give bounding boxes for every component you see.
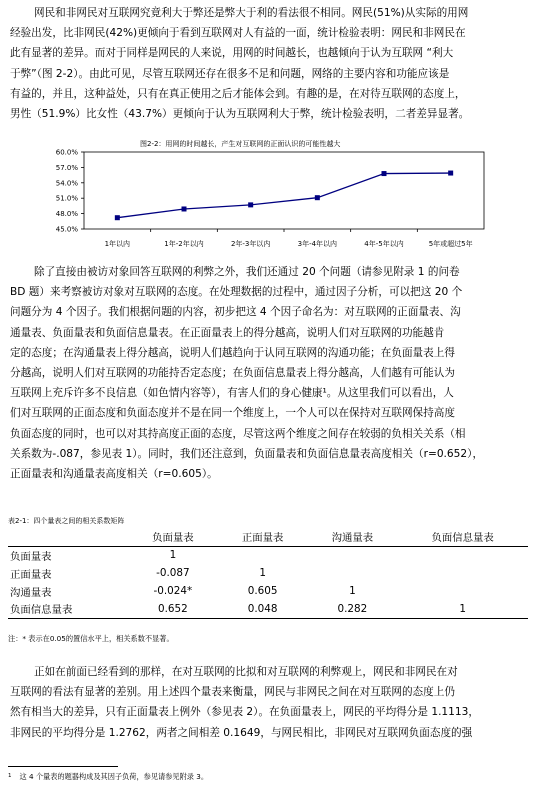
table-cell: 0.282 xyxy=(337,602,368,615)
x-tick-label: 4年-5年以内 xyxy=(364,240,404,248)
footnote-mark: 1 xyxy=(8,773,12,779)
x-tick-label: 2年-3年以内 xyxy=(230,240,271,248)
y-tick-label: 48.0% xyxy=(55,210,78,219)
paragraph-line: 于弊”（图 2-2）。由此可见，尽管互联网还存在很多不足和问题，网络的主要内容和功能应该是 xyxy=(10,67,450,80)
table-cell xyxy=(308,546,398,564)
x-tick-label: 3年-4年以内 xyxy=(297,240,338,248)
table-cell: -0.024* xyxy=(153,585,193,597)
table-cell xyxy=(218,546,308,564)
data-point xyxy=(182,206,187,211)
paragraph-line: 们对互联网的正面态度和负面态度并不是在同一个维度上，一个人可以在保持对互联网保持高度 xyxy=(10,407,455,420)
paragraph-line: 正如在前面已经看到的那样，在对互联网的比拟和对互联网的利弊观上，网民和非网民在对 xyxy=(34,666,458,678)
table-cell: 1 xyxy=(349,585,356,597)
paragraph-line: 负面态度的同时，也可以对其持高度正面的态度，尽管这两个维度之间存在较弱的负相关关系（相 xyxy=(10,427,466,440)
table-cell xyxy=(397,564,528,582)
paragraph-line: 分越高，说明人们对互联网的功能持否定态度；在负面信息量表上得分越高，人们越有可能认为 xyxy=(10,366,455,379)
table-cell: 1 xyxy=(169,549,177,562)
paragraph-line: 男性（51.9%）比女性（43.7%）更倾向于认为互联网利大于弊，统计检验表明，二者差异显著。 xyxy=(10,107,470,120)
y-tick-label: 45.0% xyxy=(55,225,78,234)
table-header-cell: 负面信息量表 xyxy=(431,532,494,545)
paragraph-line: 正面量表和沟通量表高度相关（r=0.605）。 xyxy=(10,467,218,480)
table-cell: 1 xyxy=(459,602,466,615)
paragraph-line: 通量表、负面量表和负面信息量表。在正面量表上的得分越高，说明人们对互联网的功能越肯 xyxy=(10,326,445,339)
figure-2-2 xyxy=(40,138,500,254)
paragraph-line: 经验出发，比非网民(42%)更倾向于看到互联网对人有益的一面，统计检验表明：网民和非网民在 xyxy=(10,27,466,40)
table-cell: 负面量表 xyxy=(10,550,52,563)
y-tick-label: 51.0% xyxy=(55,194,78,203)
paragraph-line: 然有相当大的差异，只有正面量表上例外（参见表 2）。在负面量表上，网民的平均得分是 1.1113， xyxy=(10,706,479,719)
table-header-cell xyxy=(8,528,128,546)
table-cell xyxy=(308,564,398,582)
table-caption: 表2-1：四个量表之间的相关系数矩阵 xyxy=(8,517,125,525)
x-tick-label: 5年或超过5年 xyxy=(428,240,473,248)
y-tick-label: 60.0% xyxy=(55,148,78,157)
paragraph-line: 除了直接由被访对象回答互联网的利弊之外，我们还通过 20 个问题（请参见附录 1 的问卷 xyxy=(34,266,460,278)
data-point xyxy=(448,171,453,176)
table-cell: 0.048 xyxy=(247,602,278,615)
paragraph-line: 定的态度；在沟通量表上得分越高，说明人们越趋向于认同互联网的沟通功能；在负面量表上得 xyxy=(10,346,455,359)
y-tick-label: 54.0% xyxy=(55,179,78,188)
data-point xyxy=(248,202,253,207)
paragraph-line: 互联网上充斥许多不良信息（如色情内容等），有害人们的身心健康¹。从这里我们可以看出，人 xyxy=(10,387,454,400)
data-point xyxy=(382,171,387,176)
table-cell: -0.087 xyxy=(156,567,190,579)
series-line xyxy=(117,173,450,218)
table-row xyxy=(8,564,528,582)
correlation-table xyxy=(8,528,528,619)
footnote-separator xyxy=(8,766,118,767)
table-cell: 0.605 xyxy=(247,585,278,597)
footnote xyxy=(8,772,208,782)
table-cell xyxy=(397,582,528,600)
table-cell: 1 xyxy=(259,567,266,579)
plot-frame xyxy=(84,152,484,229)
paragraph-line: 互联网的看法有显著的差别。用上述四个量表来衡量，网民与非网民之间在对互联网的态度上仍 xyxy=(10,686,455,699)
paragraph-line: 非网民的平均得分是 1.2762，两者之间相差 0.1649，与网民相比，非网民对互联网负面态度的强 xyxy=(10,726,473,739)
data-point xyxy=(315,195,320,200)
paragraph-line: 关系数为-.087，参见表 1）。同时，我们还注意到，负面量表和负面信息量表高度相关（r=0.652）， xyxy=(10,447,484,460)
paragraph-line: 问题分为 4 个因子。我们根据问题的内容，初步把这 4 个因子命名为：对互联网的正面量表、沟 xyxy=(10,306,461,319)
y-tick-label: 57.0% xyxy=(55,163,78,172)
table-cell: 0.652 xyxy=(158,602,188,615)
paragraph-line: BD 题）来考察被访对象对互联网的态度。在处理数据的过程中，通过因子分析，可以把这 20 个 xyxy=(10,286,463,299)
paragraph-line: 有益的，并且，这种益处，只有在真正使用之后才能体会到。有趣的是，在对待互联网的态度上， xyxy=(10,87,466,100)
table-cell: 沟通量表 xyxy=(10,586,52,599)
paragraph-1 xyxy=(10,3,530,124)
table-row xyxy=(8,600,528,618)
table-header-row xyxy=(8,528,528,546)
table-cell: 负面信息量表 xyxy=(10,604,73,617)
table-note: 注：* 表示在0.05的置信水平上，相关系数不显著。 xyxy=(8,634,174,643)
paragraph-line: 网民和非网民对互联网究竟利大于弊还是弊大于利的看法很不相同。网民(51%)从实际的用网 xyxy=(34,7,469,19)
table-header-cell: 沟通量表 xyxy=(331,532,374,545)
table-row xyxy=(8,582,528,600)
table-row xyxy=(8,546,528,564)
x-tick-label: 1年以内 xyxy=(104,240,131,248)
data-point xyxy=(115,215,120,220)
table-cell xyxy=(397,546,528,564)
table-header-cell: 正面量表 xyxy=(241,532,284,545)
table-header-cell: 负面量表 xyxy=(152,532,194,545)
line-chart xyxy=(40,138,500,254)
paragraph-3 xyxy=(10,662,530,743)
paragraph-2 xyxy=(10,262,530,484)
table-cell: 正面量表 xyxy=(10,568,52,581)
figure-title: 图2-2：用网的时间越长，产生对互联网的正面认识的可能性越大 xyxy=(140,140,341,148)
footnote-text: 这 4 个量表的题器构成及其因子负荷，参见请参见附录 3。 xyxy=(19,772,209,781)
paragraph-line: 此有显著的差异。而对于同样是网民的人来说，用网的时间越长，也越倾向于认为互联网 “利大 xyxy=(10,47,454,60)
x-tick-label: 1年-2年以内 xyxy=(164,240,204,248)
